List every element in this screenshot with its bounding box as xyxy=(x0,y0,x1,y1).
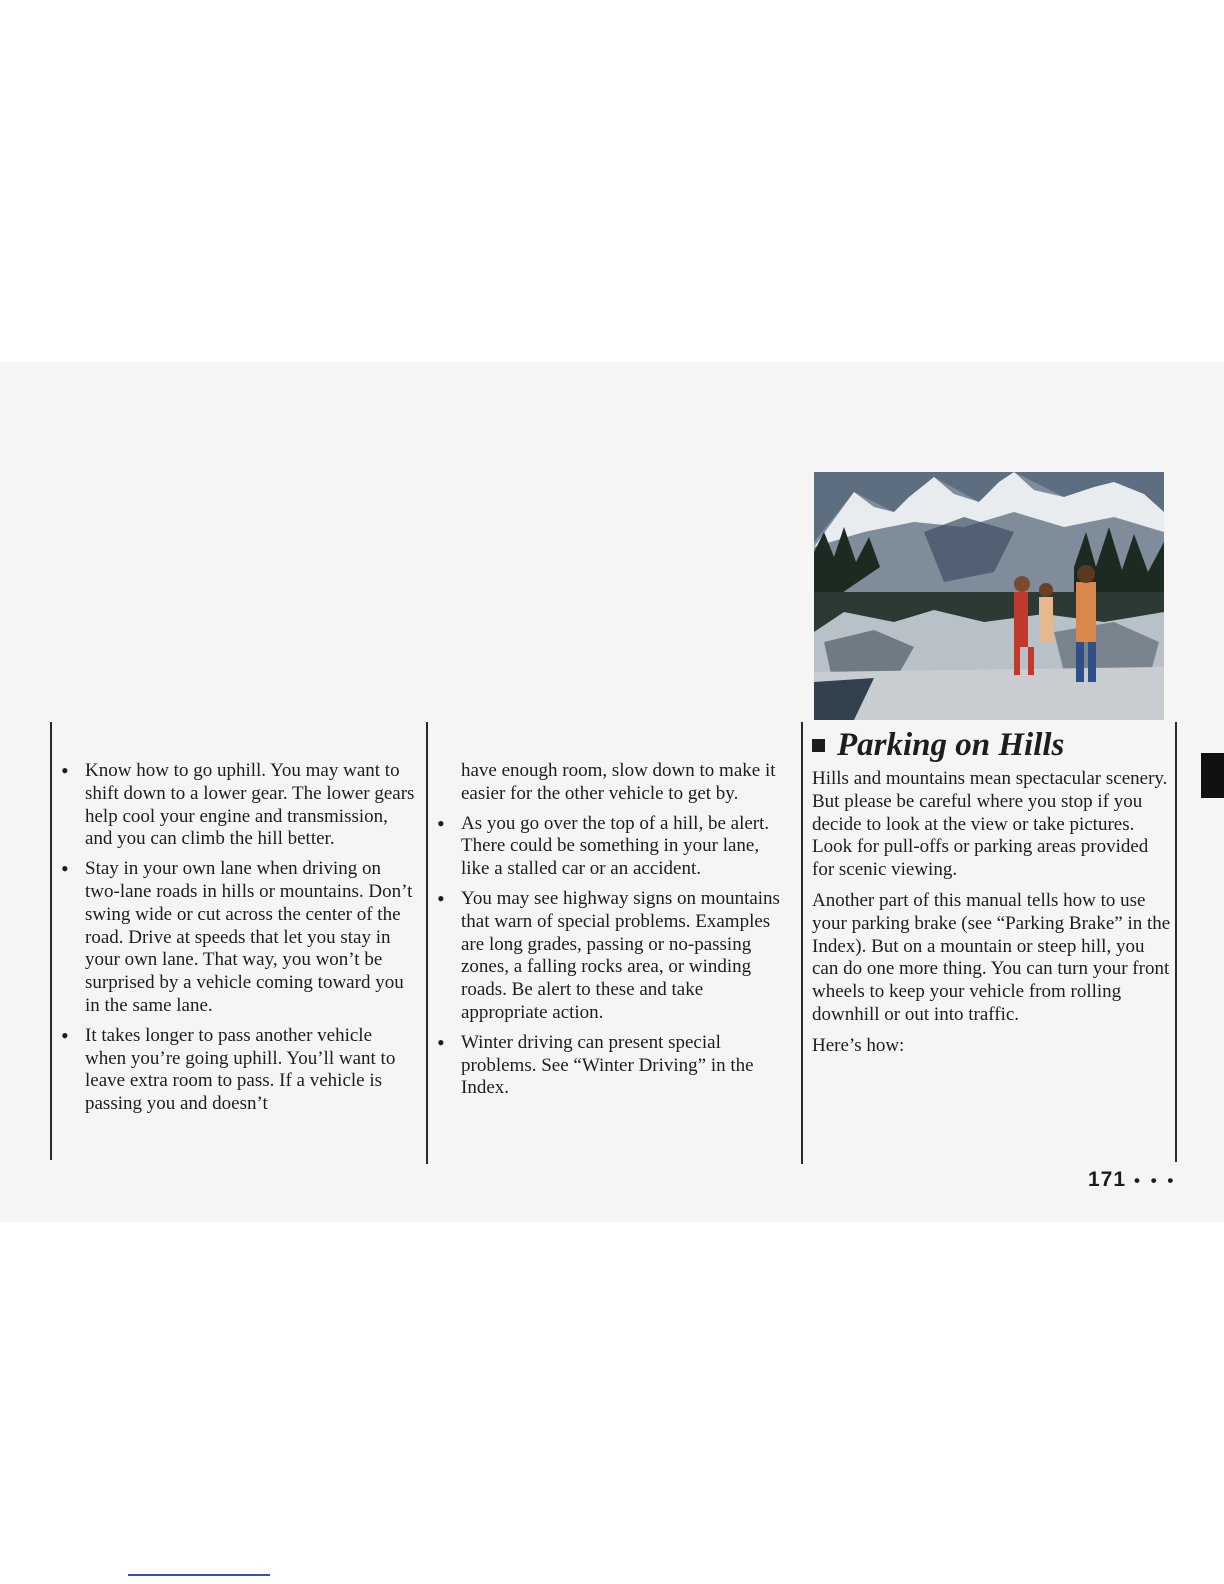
middle-column xyxy=(434,760,790,1107)
paragraph-heres-how: Here’s how: xyxy=(812,1034,905,1056)
bullet-hill-top: • As you go over the top of a hill, be alert. There could be something in your lane, like a stalled car or an accident. xyxy=(434,813,790,881)
right-column-rule-right xyxy=(1175,722,1177,1162)
middle-bullet-list xyxy=(434,813,790,1101)
left-column xyxy=(58,760,416,1123)
bullet-own-lane: • Stay in your own lane when driving on two-lane roads in hills or mountains. Don’t swing wide or cut across the center of the road. Drive at speeds that let you stay in your own lane. That way, you won’t be surprised by a vehicle coming toward you in the same lane. xyxy=(58,858,416,1018)
page-dots: • • • xyxy=(1134,1171,1177,1190)
section-heading xyxy=(812,726,1172,764)
paragraph-scenery: Hills and mountains mean spectacular scenery. But please be careful where you stop if you decide to look at the view or take pictures. Look for pull-offs or parking areas provided for scenic viewing. xyxy=(812,768,1168,881)
square-bullet-icon xyxy=(812,739,825,752)
link-underline xyxy=(128,1574,270,1576)
bullet-uphill: • Know how to go uphill. You may want to shift down to a lower gear. The lower gears help cool your engine and transmission, and you can climb the hill better. xyxy=(58,760,416,851)
mountain-scenic-overlook-illustration xyxy=(814,472,1164,720)
section-thumb-tab xyxy=(1201,753,1224,798)
section-heading-text: Parking on Hills xyxy=(837,727,1065,763)
left-column-rule xyxy=(50,722,52,1160)
left-bullet-list xyxy=(58,760,416,1116)
bullet-highway-signs: • You may see highway signs on mountains that warn of special problems. Examples are long grades, passing or no-passing zones, a falling rocks area, or winding roads. Be alert to these and take appropriate action. xyxy=(434,888,790,1025)
bullet-winter-driving: • Winter driving can present special problems. See “Winter Driving” in the Index. xyxy=(434,1032,790,1100)
bullet-passing-uphill: • It takes longer to pass another vehicle when you’re going uphill. You’ll want to leave extra room to pass. If a vehicle is passing you and doesn’t xyxy=(58,1025,416,1116)
page-number: 171 xyxy=(1088,1168,1127,1191)
continued-text: have enough room, slow down to make it easier for the other vehicle to get by. xyxy=(461,760,776,804)
paragraph-parking-brake: Another part of this manual tells how to use your parking brake (see “Parking Brake” in the Index). But on a mountain or steep hill, you can do one more thing. You can turn your front wheels to keep your vehicle from rolling downhill or out into traffic. xyxy=(812,889,1171,1025)
middle-column-rule xyxy=(426,722,428,1164)
right-column xyxy=(812,768,1172,1066)
right-column-rule-left xyxy=(801,722,803,1164)
page-folio xyxy=(1088,1168,1176,1192)
